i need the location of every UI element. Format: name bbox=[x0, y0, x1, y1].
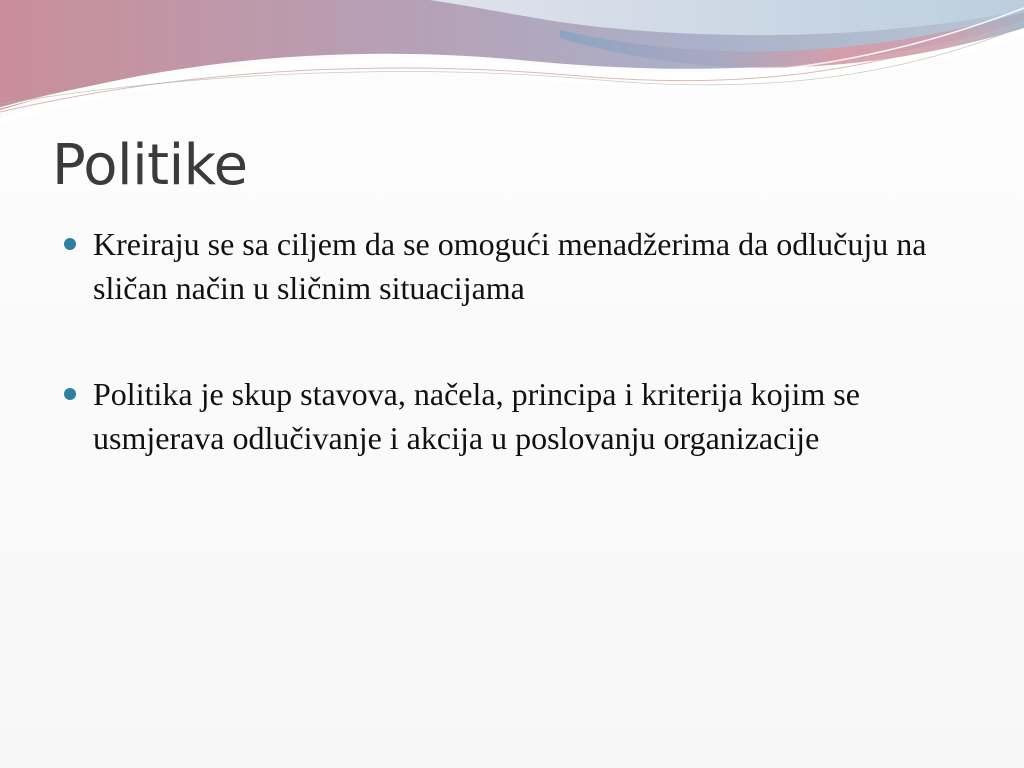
slide-title: Politike bbox=[52, 133, 248, 198]
bullet-text: Kreiraju se sa ciljem da se omogući menadžerima da odlučuju na sličan način u sličnim situacijama bbox=[93, 226, 927, 306]
bullet-dot-icon bbox=[64, 388, 76, 400]
bullet-dot-icon bbox=[64, 238, 76, 250]
bullet-item bbox=[64, 372, 964, 460]
bullet-text: Politika je skup stavova, načela, principa i kriterija kojim se usmjerava odlučivanje i akcija u poslovanju organizacije bbox=[93, 376, 860, 456]
bullet-item bbox=[64, 222, 964, 310]
header-wave-decoration bbox=[0, 0, 1024, 130]
bullet-list bbox=[64, 222, 964, 522]
